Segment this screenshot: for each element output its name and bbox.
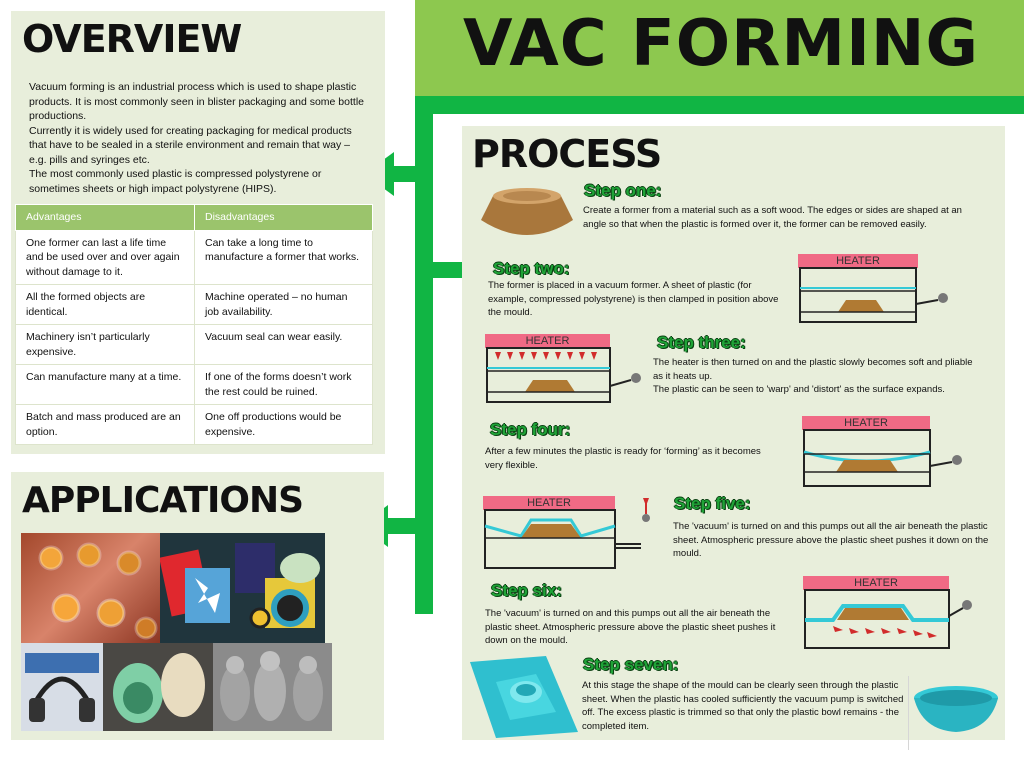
table-header-disadvantages: Disadvantages <box>195 205 373 231</box>
step-seven-heading: Step seven: <box>583 655 679 674</box>
step-one-heading: Step one: <box>584 181 662 200</box>
blister-pack-photo <box>21 533 160 643</box>
headphones-pack-photo <box>21 643 103 731</box>
table-cell: Can take a long time to manufacture a former that works. <box>195 230 373 285</box>
step-three-heading: Step three: <box>657 333 746 352</box>
step-six-heading: Step six: <box>491 581 562 600</box>
table-cell: Can manufacture many at a time. <box>16 365 195 405</box>
bear-mould-icon <box>213 643 332 731</box>
step-three-text: The heater is then turned on and the plastic slowly becomes soft and pliable as it heats up. The plastic can be seen to 'warp' and 'distort' as the surface expands. <box>653 357 973 395</box>
heater-label: HEATER <box>803 576 949 590</box>
heater-label: HEATER <box>798 254 918 268</box>
advantages-table <box>15 204 373 445</box>
table-row <box>16 365 373 405</box>
overview-text <box>29 80 369 196</box>
heater-label: HEATER <box>483 496 615 510</box>
heater-label: HEATER <box>802 416 930 430</box>
egg-shell-icon <box>103 643 213 731</box>
step-three-diagram <box>485 334 645 404</box>
table-cell: All the formed objects are identical. <box>16 285 195 325</box>
table-header-advantages: Advantages <box>16 205 195 231</box>
packaged-toys-photo <box>160 533 325 643</box>
formed-sheet-icon <box>466 652 581 740</box>
headphones-icon <box>21 643 103 731</box>
step-five-text: The 'vacuum' is turned on and this pumps out all the air beneath the plastic sheet. Atmospheric pressure above the plastic sheet pushes it down on the mould. <box>673 521 989 559</box>
applications-title: APPLICATIONS <box>22 480 304 521</box>
step-four-diagram <box>802 416 967 488</box>
process-title: PROCESS <box>472 132 662 176</box>
step-one-text: Create a former from a material such as a soft wood. The edges or sides are shaped at an angle so that when the plastic is formed over it, the former can be removed easily. <box>583 205 962 230</box>
step-five-heading: Step five: <box>674 494 751 513</box>
overview-paragraph: Currently it is widely used for creating packaging for medical products that have to be sealed in a sterile environment and remain that way – e.g. pills and syringes etc. <box>29 124 352 166</box>
table-cell: One former can last a life time and be used over and over again without damage to it. <box>16 230 195 285</box>
wood-former-icon <box>477 184 577 242</box>
overview-title: OVERVIEW <box>22 17 242 61</box>
plastic-bowl-icon <box>912 684 1000 738</box>
table-cell: If one of the forms doesn’t work the rest could be ruined. <box>195 365 373 405</box>
step-two-diagram <box>798 254 958 324</box>
step-four-heading: Step four: <box>490 420 571 439</box>
table-cell: Batch and mass produced are an option. <box>16 405 195 445</box>
step-four-text: After a few minutes the plastic is ready for ‘forming’ as it becomes very flexible. <box>485 446 761 471</box>
pill-blister-icon <box>21 533 160 643</box>
connector-to-applications <box>384 518 420 534</box>
divider-line <box>908 676 909 750</box>
table-cell: Machinery isn’t particularly expensive. <box>16 325 195 365</box>
egg-mould-photo <box>103 643 213 731</box>
step-six-text: The 'vacuum' is turned on and this pumps out all the air beneath the plastic sheet. Atmospheric pressure above the plastic sheet pushes it down on the mould. <box>485 608 776 646</box>
step-two-text: The former is placed in a vacuum former. A sheet of plastic (for example, compressed polystyrene) is then clamped in position above the mould. <box>488 280 779 318</box>
table-row <box>16 405 373 445</box>
table-row <box>16 230 373 285</box>
figure-mould-photo <box>213 643 332 731</box>
step-seven-text: At this stage the shape of the mould can be clearly seen through the plastic sheet. When the plastic has cooled sufficiently the vacuum pump is switched off. The excess plastic is trimmed so that only the plastic bowl remains - the completed item. <box>582 680 904 732</box>
heater-label: HEATER <box>485 334 610 348</box>
step-six-diagram <box>803 576 978 652</box>
overview-paragraph: Vacuum forming is an industrial process which is used to shape plastic products. It is most commonly seen in blister packaging and some bottle productions. <box>29 81 364 122</box>
toy-packaging-icon <box>160 533 325 643</box>
table-cell: Machine operated – no human job availability. <box>195 285 373 325</box>
table-row <box>16 285 373 325</box>
connector-to-overview <box>390 166 420 182</box>
overview-paragraph: The most commonly used plastic is compressed polystyrene or sometimes sheets or high impact polystyrene (HIPS). <box>29 168 322 195</box>
table-cell: Vacuum seal can wear easily. <box>195 325 373 365</box>
step-two-heading: Step two: <box>493 259 570 278</box>
connector-horizontal-top <box>415 96 1024 114</box>
step-five-diagram <box>483 496 658 572</box>
page-title: VAC FORMING <box>463 7 979 81</box>
table-row <box>16 325 373 365</box>
table-cell: One off productions would be expensive. <box>195 405 373 445</box>
